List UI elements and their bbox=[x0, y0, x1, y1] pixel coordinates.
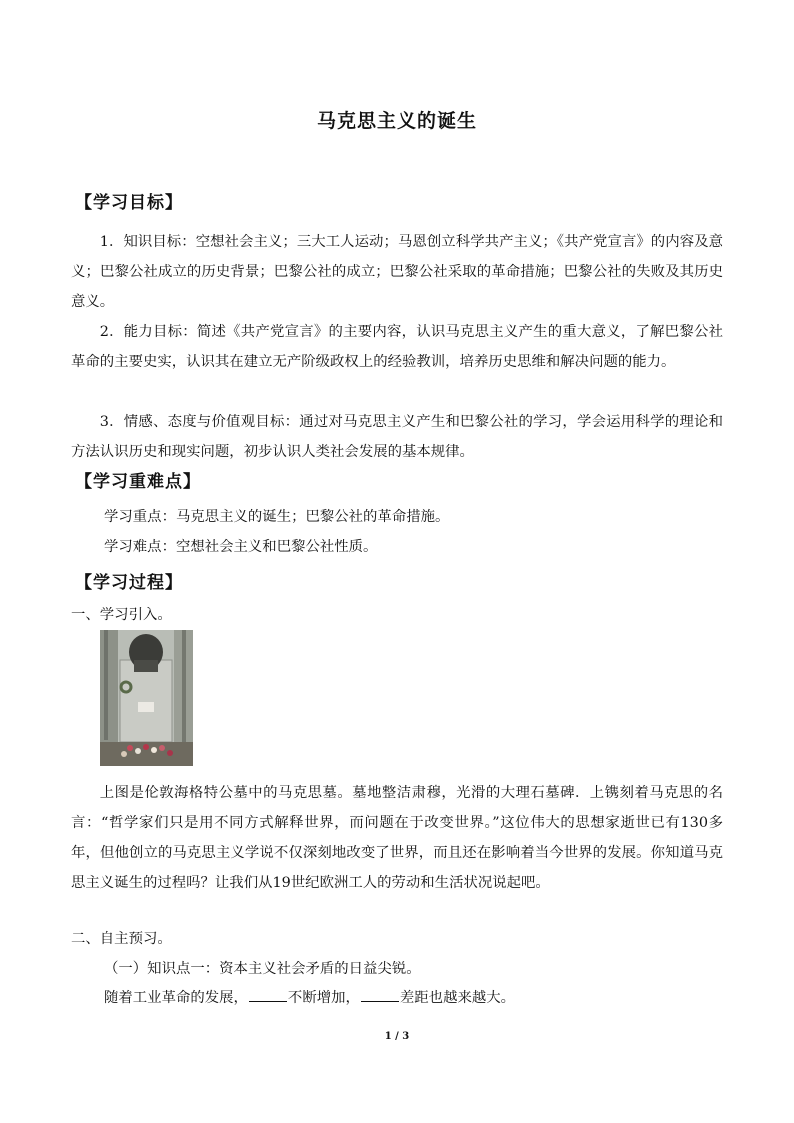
objective-2: 2．能力目标：简述《共产党宣言》的主要内容，认识马克思主义产生的重大意义，了解巴黎公社革命的主要史实，认识其在建立无产阶级政权上的经验教训，培养历史思维和解决问题的能力。 bbox=[71, 324, 723, 370]
fill-text-2: 不断增加， bbox=[287, 990, 360, 1006]
objectives-heading: 【学习目标】 bbox=[75, 193, 183, 213]
fill-text-3: 差距也越来越大。 bbox=[399, 990, 516, 1006]
key-point: 学习重点：马克思主义的诞生；巴黎公社的革命措施。 bbox=[104, 509, 450, 525]
marx-tomb-image bbox=[100, 630, 193, 766]
objective-1: 1．知识目标：空想社会主义；三大工人运动；马恩创立科学共产主义；《共产党宣言》的内容及意义；巴黎公社成立的历史背景；巴黎公社的成立；巴黎公社采取的革命措施；巴黎公社的失败及其历史意义。 bbox=[71, 234, 723, 310]
page-title: 马克思主义的诞生 bbox=[316, 110, 477, 132]
intro-heading: 一、学习引入。 bbox=[71, 607, 172, 623]
difficult-point: 学习难点：空想社会主义和巴黎公社性质。 bbox=[104, 539, 378, 555]
marx-tomb-photo bbox=[100, 630, 193, 766]
fill-blank-1[interactable] bbox=[249, 987, 287, 1002]
fill-in-line bbox=[104, 987, 515, 1009]
keypoints-heading: 【学习重难点】 bbox=[75, 472, 201, 492]
knowledge-point-1: （一）知识点一：资本主义社会矛盾的日益尖锐。 bbox=[104, 961, 421, 977]
preview-heading: 二、自主预习。 bbox=[71, 931, 172, 947]
objective-3: 3．情感、态度与价值观目标：通过对马克思主义产生和巴黎公社的学习，学会运用科学的理论和方法认识历史和现实问题，初步认识人类社会发展的基本规律。 bbox=[71, 414, 723, 460]
process-heading: 【学习过程】 bbox=[75, 573, 183, 593]
fill-text-1: 随着工业革命的发展， bbox=[104, 990, 248, 1006]
intro-paragraph: 上图是伦敦海格特公墓中的马克思墓。墓地整洁肃穆，光滑的大理石墓碑．上镌刻着马克思的名言：“哲学家们只是用不同方式解释世界，而问题在于改变世界。”这位伟大的思想家逝世已有130多年，但他创立的马克思主义学说不仅深刻地改变了世界，而且还在影响着当今世界的发展。你知道马克思主义诞生的过程吗？让我们从19世纪欧洲工人的劳动和生活状况说起吧。 bbox=[71, 785, 723, 891]
page-number: 1 / 3 bbox=[384, 1031, 410, 1042]
fill-blank-2[interactable] bbox=[361, 987, 399, 1002]
